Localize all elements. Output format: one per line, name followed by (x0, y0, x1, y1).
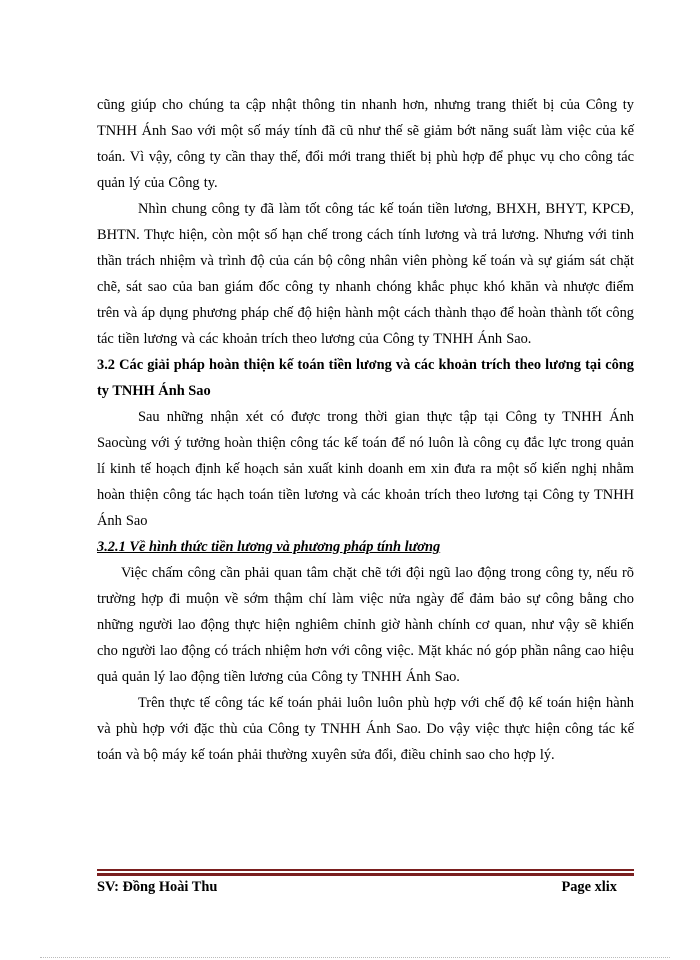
subsection-heading-3-2-1: 3.2.1 Về hình thức tiền lương và phương pháp tính lương (97, 539, 441, 555)
footer-page-number: Page xlix (561, 879, 617, 895)
paragraph-timekeeping: Việc chấm công cần phải quan tâm chặt chẽ tới đội ngũ lao động trong công ty, nếu rõ trường hợp đi muộn về sớm thậm chí làm việc nửa ngày để đảm bảo sự công bằng cho những người lao động thực hiện nghiêm chỉnh giờ hành chính cơ quan, như vậy sẽ khiến cho người lao động có trách nhiệm hơn với công việc. Mặt khác nó góp phần nâng cao hiệu quả quản lý lao động tiền lương của Công ty TNHH Ánh Sao. (97, 565, 634, 685)
page-footer (97, 876, 617, 898)
footer-divider-thin (97, 869, 634, 871)
paragraph-recommendations: Sau những nhận xét có được trong thời gian thực tập tại Công ty TNHH Ánh Saocùng với ý tưởng hoàn thiện công tác kế toán để nó luôn là công cụ đắc lực trong quản lí kinh tế hoạch định kế hoạch sản xuất kinh doanh em xin đưa ra một số kiến nghị nhằm hoàn thiện công tác hạch toán tiền lương và các khoản trích theo lương tại Công ty TNHH Ánh Sao (97, 409, 634, 529)
section-heading-3-2: 3.2 Các giải pháp hoàn thiện kế toán tiền lương và các khoản trích theo lương tại công ty TNHH Ánh Sao (97, 357, 634, 399)
page-bottom-border (40, 957, 670, 958)
paragraph-intro: cũng giúp cho chúng ta cập nhật thông tin nhanh hơn, nhưng trang thiết bị của Công ty TNHH Ánh Sao với một số máy tính đã cũ như thế sẽ giảm bớt năng suất làm việc của kế toán. Vì vậy, công ty cần thay thế, đổi mới trang thiết bị phù hợp để phục vụ cho công tác quản lý của Công ty. (97, 97, 634, 191)
paragraph-overview: Nhìn chung công ty đã làm tốt công tác kế toán tiền lương, BHXH, BHYT, KPCĐ, BHTN. Thực hiện, còn một số hạn chế trong cách tính lương và trả lương. Nhưng với tinh thần trách nhiệm và trình độ của cán bộ công nhân viên phòng kế toán và sự giám sát chặt chẽ, sát sao của ban giám đốc công ty nhanh chóng khắc phục khó khăn và nhược điểm trên và áp dụng phương pháp chế độ hiện hành một cách thành thạo để hoàn thành tốt công tác tiền lương và các khoản trích theo lương của Công ty TNHH Ánh Sao. (97, 201, 634, 347)
footer-author: SV: Đồng Hoài Thu (97, 879, 218, 895)
page-body (97, 92, 634, 768)
paragraph-practice: Trên thực tế công tác kế toán phải luôn luôn phù hợp với chế độ kế toán hiện hành và phù hợp với đặc thù của Công ty TNHH Ánh Sao. Do vậy việc thực hiện công tác kế toán và bộ máy kế toán phải thường xuyên sửa đổi, điều chỉnh sao cho hợp lý. (97, 695, 634, 763)
